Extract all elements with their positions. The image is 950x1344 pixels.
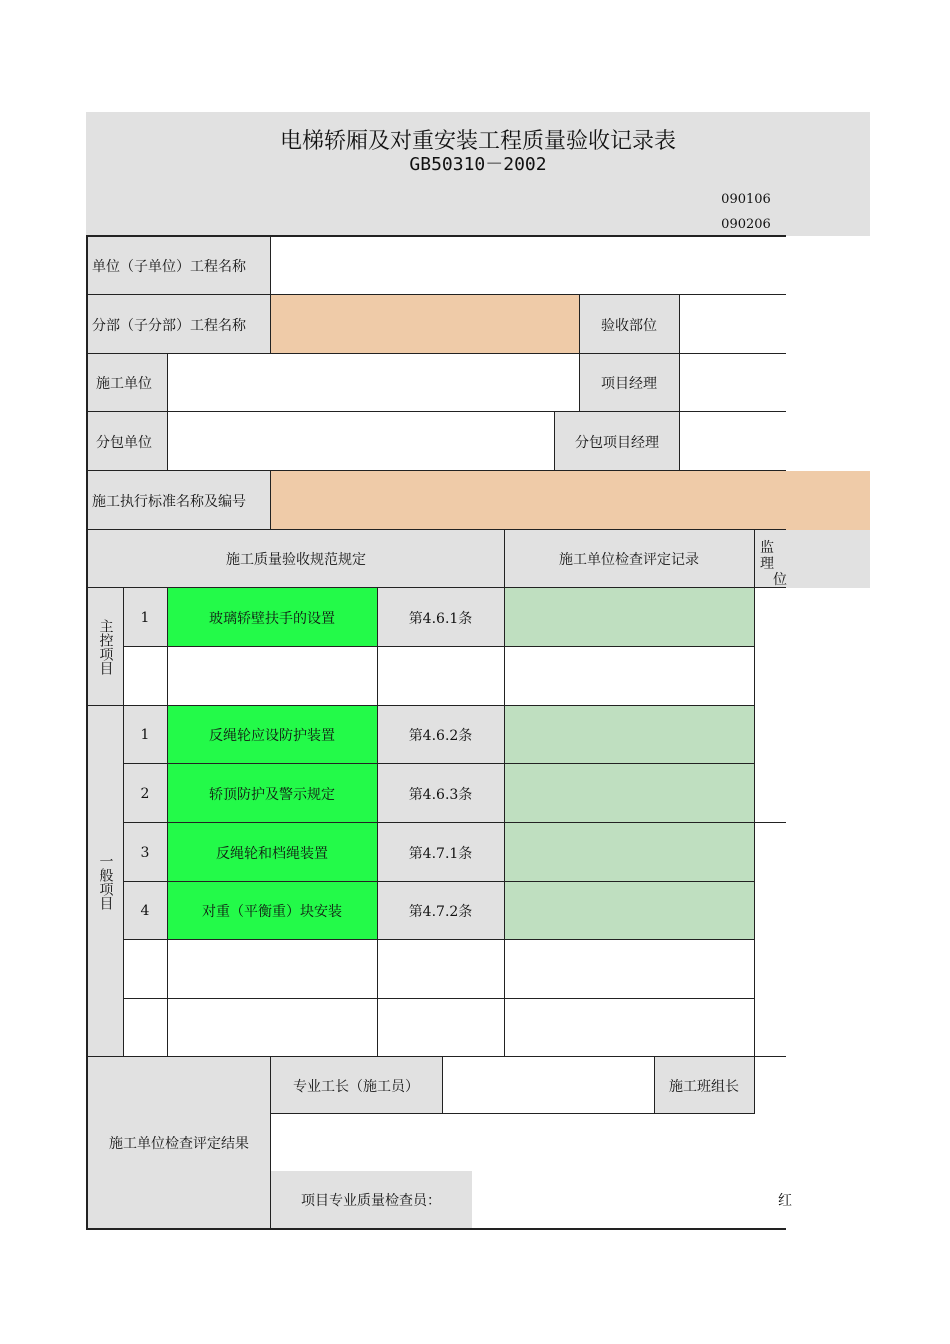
general-row3-name: 反绳轮和档绳装置 — [216, 845, 328, 862]
form-title: 电梯轿厢及对重安装工程质量验收记录表 — [279, 128, 676, 154]
acceptance-part-label: 验收部位 — [601, 317, 657, 334]
supervisor-header-line1: 监理 — [760, 540, 774, 572]
project-manager-label: 项目经理 — [601, 376, 657, 392]
inspector-label: 项目专业质量检查员： — [301, 1192, 441, 1209]
construction-unit-label: 施工单位 — [96, 376, 152, 392]
main-row1-name: 玻璃轿壁扶手的设置 — [209, 610, 335, 627]
general-row3-clause: 第4.7.1条 — [408, 845, 473, 862]
record-column-header: 施工单位检查评定记录 — [559, 552, 699, 568]
result-label: 施工单位检查评定结果 — [109, 1136, 249, 1152]
supervisor-column-header — [760, 540, 787, 588]
general-row2-clause: 第4.6.3条 — [408, 786, 473, 803]
unit-project-value[interactable] — [271, 237, 786, 294]
general-record-bg[interactable] — [504, 706, 754, 940]
project-manager-value[interactable] — [680, 355, 786, 411]
standard-number: GB50310－2002 — [409, 154, 547, 175]
general-row4-name: 对重（平衡重）块安装 — [202, 904, 342, 920]
form-code-1: 090106 — [721, 191, 771, 207]
acceptance-part-value[interactable] — [680, 296, 786, 353]
foreman-label: 专业工长（施工员） — [293, 1078, 419, 1095]
standard-name-value[interactable] — [270, 471, 870, 530]
construction-unit-value[interactable] — [168, 355, 578, 411]
subcontract-unit-value[interactable] — [168, 413, 554, 470]
team-leader-value[interactable] — [755, 1058, 786, 1113]
team-leader-label: 施工班组长 — [669, 1078, 739, 1095]
general-row4-no: 4 — [140, 903, 150, 919]
general-group-label: 一般项目 — [97, 853, 114, 910]
unit-project-label: 单位（子单位）工程名称 — [92, 258, 246, 275]
supervisor-header-line2: 位 — [773, 572, 787, 588]
subcontract-unit-label: 分包单位 — [96, 434, 152, 451]
sub-project-value[interactable] — [270, 295, 579, 354]
signature-partial: 红 — [778, 1193, 792, 1209]
general-row2-no: 2 — [140, 785, 150, 802]
main-row1-no: 1 — [140, 609, 150, 626]
general-row3-no: 3 — [140, 844, 150, 861]
form-code-2: 090206 — [721, 216, 771, 232]
main-group-label: 主控项目 — [97, 619, 114, 675]
sub-project-label: 分部（子分部）工程名称 — [92, 317, 246, 334]
main-row1-record[interactable] — [504, 588, 754, 647]
general-row4-clause: 第4.7.2条 — [408, 904, 473, 920]
main-row1-clause: 第4.6.1条 — [408, 610, 473, 627]
general-row1-name: 反绳轮应设防护装置 — [209, 728, 335, 744]
standard-name-label: 施工执行标准名称及编号 — [92, 493, 246, 510]
subcontract-manager-label: 分包项目经理 — [575, 434, 659, 451]
subcontract-manager-value[interactable] — [680, 413, 786, 470]
foreman-value[interactable] — [443, 1058, 654, 1113]
general-row1-no: 1 — [140, 727, 150, 743]
spec-column-header: 施工质量验收规范规定 — [226, 552, 366, 568]
general-row1-clause: 第4.6.2条 — [408, 728, 473, 744]
general-row2-name: 轿顶防护及警示规定 — [209, 786, 335, 803]
